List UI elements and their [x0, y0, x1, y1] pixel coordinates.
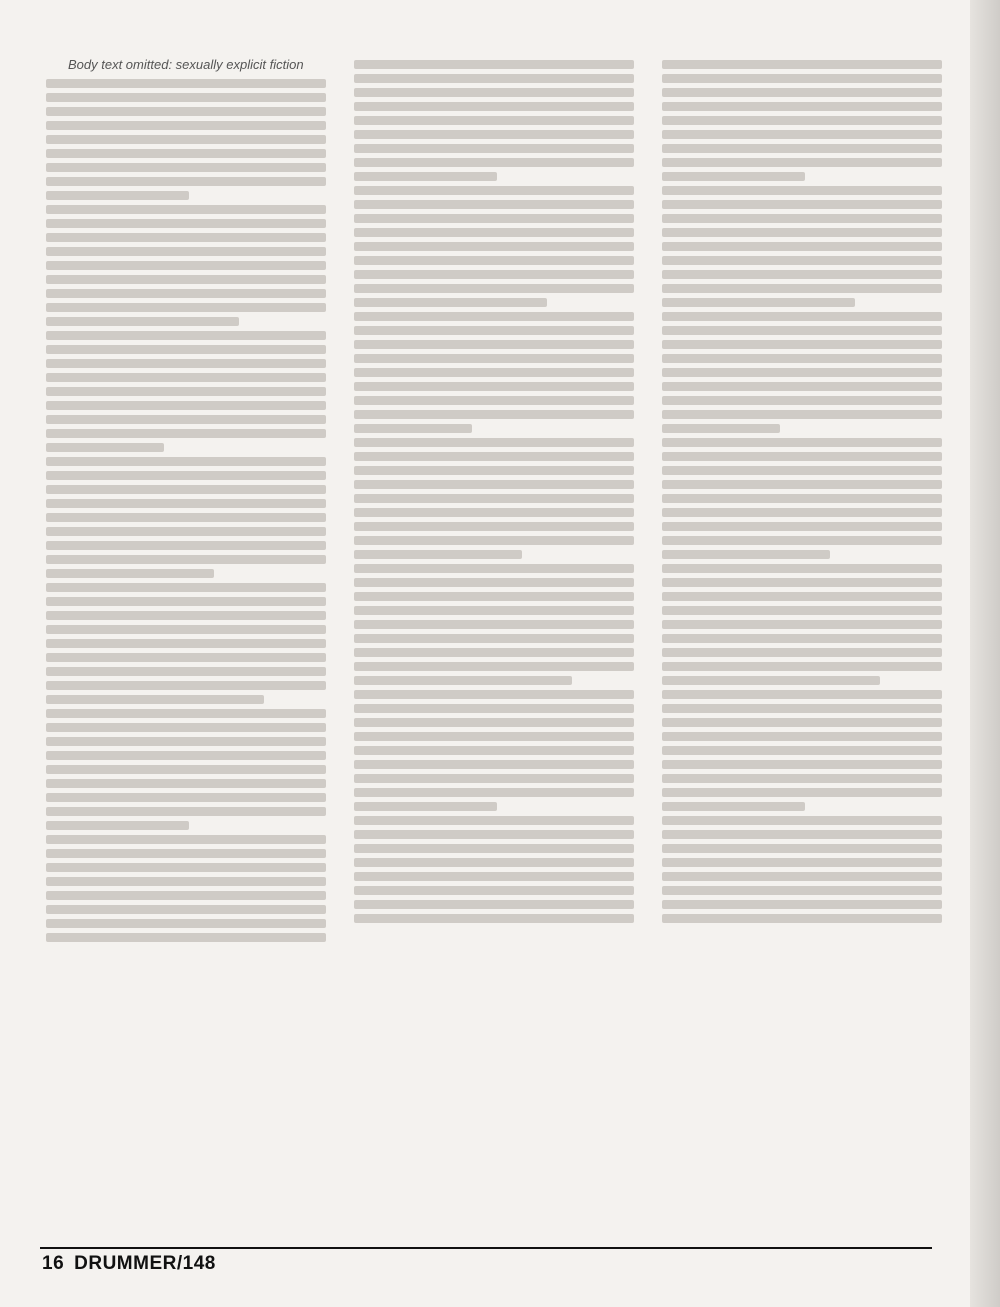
- text-placeholder: [354, 60, 634, 923]
- text-line-placeholder: [662, 634, 942, 643]
- text-column-2: [354, 55, 634, 1250]
- text-line-placeholder: [46, 149, 326, 158]
- text-line-placeholder: [662, 186, 942, 195]
- text-line-placeholder: [662, 74, 942, 83]
- text-line-placeholder: [46, 681, 326, 690]
- text-line-placeholder: [662, 578, 942, 587]
- text-line-placeholder: [46, 499, 326, 508]
- text-line-placeholder: [662, 452, 942, 461]
- text-line-placeholder: [354, 326, 634, 335]
- text-column-3: [662, 55, 942, 1250]
- text-line-placeholder: [354, 382, 634, 391]
- text-line-placeholder: [662, 830, 942, 839]
- text-line-placeholder: [46, 723, 326, 732]
- text-line-placeholder: [46, 401, 326, 410]
- text-line-placeholder: [46, 163, 326, 172]
- text-line-placeholder: [46, 373, 326, 382]
- text-line-placeholder: [354, 900, 634, 909]
- text-line-placeholder: [354, 410, 634, 419]
- text-line-placeholder: [662, 690, 942, 699]
- text-line-placeholder: [354, 536, 634, 545]
- text-line-placeholder: [662, 88, 942, 97]
- text-line-placeholder: [662, 214, 942, 223]
- text-line-placeholder: [354, 662, 634, 671]
- text-line-placeholder: [662, 886, 942, 895]
- text-line-placeholder: [46, 695, 264, 704]
- text-line-placeholder: [354, 242, 634, 251]
- text-line-placeholder: [662, 522, 942, 531]
- text-line-placeholder: [46, 919, 326, 928]
- text-line-placeholder: [354, 690, 634, 699]
- text-line-placeholder: [662, 592, 942, 601]
- text-line-placeholder: [354, 886, 634, 895]
- text-line-placeholder: [354, 130, 634, 139]
- text-line-placeholder: [662, 816, 942, 825]
- folio: [42, 1253, 226, 1275]
- text-line-placeholder: [662, 858, 942, 867]
- text-line-placeholder: [662, 704, 942, 713]
- text-line-placeholder: [354, 578, 634, 587]
- text-placeholder: [46, 79, 326, 942]
- text-line-placeholder: [354, 88, 634, 97]
- text-line-placeholder: [354, 844, 634, 853]
- article-body: [46, 55, 942, 1250]
- text-line-placeholder: [46, 933, 326, 942]
- text-line-placeholder: [354, 788, 634, 797]
- text-line-placeholder: [354, 830, 634, 839]
- text-line-placeholder: [46, 583, 326, 592]
- text-line-placeholder: [354, 480, 634, 489]
- text-line-placeholder: [46, 709, 326, 718]
- text-line-placeholder: [46, 751, 326, 760]
- text-line-placeholder: [354, 396, 634, 405]
- text-line-placeholder: [662, 480, 942, 489]
- text-line-placeholder: [46, 443, 164, 452]
- text-line-placeholder: [354, 214, 634, 223]
- text-line-placeholder: [354, 158, 634, 167]
- text-line-placeholder: [354, 228, 634, 237]
- text-line-placeholder: [46, 821, 189, 830]
- text-line-placeholder: [662, 536, 942, 545]
- text-line-placeholder: [46, 765, 326, 774]
- text-line-placeholder: [662, 312, 942, 321]
- text-column-1: [46, 55, 326, 1250]
- text-line-placeholder: [662, 200, 942, 209]
- text-line-placeholder: [662, 298, 855, 307]
- text-line-placeholder: [46, 863, 326, 872]
- text-line-placeholder: [354, 858, 634, 867]
- text-line-placeholder: [46, 331, 326, 340]
- text-line-placeholder: [662, 326, 942, 335]
- text-line-placeholder: [46, 779, 326, 788]
- text-line-placeholder: [354, 634, 634, 643]
- text-line-placeholder: [46, 835, 326, 844]
- text-line-placeholder: [46, 303, 326, 312]
- text-line-placeholder: [46, 275, 326, 284]
- text-line-placeholder: [662, 270, 942, 279]
- text-line-placeholder: [46, 317, 239, 326]
- text-line-placeholder: [46, 289, 326, 298]
- text-line-placeholder: [46, 247, 326, 256]
- text-line-placeholder: [354, 732, 634, 741]
- text-line-placeholder: [46, 527, 326, 536]
- text-line-placeholder: [662, 144, 942, 153]
- text-line-placeholder: [46, 415, 326, 424]
- page-number: 16: [42, 1253, 65, 1274]
- text-line-placeholder: [662, 410, 942, 419]
- text-line-placeholder: [662, 494, 942, 503]
- text-line-placeholder: [46, 457, 326, 466]
- text-line-placeholder: [46, 359, 326, 368]
- text-line-placeholder: [354, 200, 634, 209]
- text-line-placeholder: [662, 508, 942, 517]
- text-line-placeholder: [662, 158, 942, 167]
- text-line-placeholder: [354, 466, 634, 475]
- text-line-placeholder: [662, 648, 942, 657]
- text-line-placeholder: [46, 345, 326, 354]
- text-line-placeholder: [46, 905, 326, 914]
- text-line-placeholder: [46, 737, 326, 746]
- text-line-placeholder: [662, 354, 942, 363]
- text-line-placeholder: [46, 177, 326, 186]
- text-line-placeholder: [46, 233, 326, 242]
- text-line-placeholder: [662, 900, 942, 909]
- text-line-placeholder: [662, 242, 942, 251]
- content-notice: Body text omitted: sexually explicit fiction: [68, 57, 304, 72]
- text-line-placeholder: [46, 485, 326, 494]
- text-line-placeholder: [662, 466, 942, 475]
- text-line-placeholder: [354, 298, 547, 307]
- text-line-placeholder: [662, 676, 880, 685]
- text-line-placeholder: [354, 718, 634, 727]
- text-line-placeholder: [46, 429, 326, 438]
- text-line-placeholder: [354, 354, 634, 363]
- text-line-placeholder: [354, 312, 634, 321]
- text-line-placeholder: [46, 79, 326, 88]
- text-line-placeholder: [662, 396, 942, 405]
- text-line-placeholder: [354, 760, 634, 769]
- text-line-placeholder: [662, 116, 942, 125]
- text-line-placeholder: [662, 788, 942, 797]
- text-line-placeholder: [662, 60, 942, 69]
- text-line-placeholder: [46, 219, 326, 228]
- text-line-placeholder: [354, 102, 634, 111]
- text-line-placeholder: [46, 107, 326, 116]
- text-line-placeholder: [354, 368, 634, 377]
- text-line-placeholder: [354, 438, 634, 447]
- text-line-placeholder: [662, 844, 942, 853]
- text-line-placeholder: [662, 662, 942, 671]
- text-line-placeholder: [662, 438, 942, 447]
- text-line-placeholder: [662, 340, 942, 349]
- text-line-placeholder: [662, 130, 942, 139]
- text-line-placeholder: [46, 471, 326, 480]
- text-line-placeholder: [662, 718, 942, 727]
- text-line-placeholder: [662, 774, 942, 783]
- text-line-placeholder: [46, 653, 326, 662]
- text-line-placeholder: [46, 205, 326, 214]
- text-line-placeholder: [662, 760, 942, 769]
- text-line-placeholder: [354, 620, 634, 629]
- footer-rule: [40, 1247, 932, 1249]
- text-line-placeholder: [354, 284, 634, 293]
- text-line-placeholder: [662, 872, 942, 881]
- text-line-placeholder: [662, 802, 805, 811]
- text-line-placeholder: [46, 135, 326, 144]
- publication-name: DRUMMER/148: [74, 1253, 216, 1274]
- text-line-placeholder: [354, 704, 634, 713]
- text-line-placeholder: [662, 284, 942, 293]
- text-line-placeholder: [662, 564, 942, 573]
- text-line-placeholder: [662, 382, 942, 391]
- text-line-placeholder: [354, 494, 634, 503]
- text-line-placeholder: [354, 340, 634, 349]
- text-line-placeholder: [46, 793, 326, 802]
- text-line-placeholder: [354, 256, 634, 265]
- text-line-placeholder: [46, 849, 326, 858]
- text-line-placeholder: [662, 620, 942, 629]
- text-line-placeholder: [662, 256, 942, 265]
- text-line-placeholder: [46, 191, 189, 200]
- text-line-placeholder: [354, 116, 634, 125]
- text-line-placeholder: [354, 452, 634, 461]
- text-line-placeholder: [46, 555, 326, 564]
- text-line-placeholder: [46, 513, 326, 522]
- text-line-placeholder: [662, 228, 942, 237]
- text-line-placeholder: [662, 172, 805, 181]
- text-line-placeholder: [354, 424, 472, 433]
- text-line-placeholder: [662, 746, 942, 755]
- text-line-placeholder: [46, 541, 326, 550]
- text-line-placeholder: [662, 368, 942, 377]
- text-line-placeholder: [662, 102, 942, 111]
- text-line-placeholder: [46, 807, 326, 816]
- text-line-placeholder: [46, 121, 326, 130]
- text-line-placeholder: [354, 270, 634, 279]
- text-line-placeholder: [354, 816, 634, 825]
- text-line-placeholder: [46, 611, 326, 620]
- text-line-placeholder: [354, 60, 634, 69]
- text-line-placeholder: [354, 74, 634, 83]
- text-line-placeholder: [354, 914, 634, 923]
- text-line-placeholder: [354, 676, 572, 685]
- text-line-placeholder: [354, 144, 634, 153]
- text-line-placeholder: [354, 564, 634, 573]
- text-line-placeholder: [46, 93, 326, 102]
- text-line-placeholder: [46, 639, 326, 648]
- text-line-placeholder: [46, 261, 326, 270]
- text-line-placeholder: [46, 877, 326, 886]
- text-line-placeholder: [662, 550, 830, 559]
- text-line-placeholder: [354, 172, 497, 181]
- text-line-placeholder: [662, 424, 780, 433]
- text-line-placeholder: [46, 597, 326, 606]
- text-line-placeholder: [354, 186, 634, 195]
- text-line-placeholder: [46, 667, 326, 676]
- text-line-placeholder: [354, 592, 634, 601]
- text-line-placeholder: [354, 648, 634, 657]
- text-line-placeholder: [354, 606, 634, 615]
- text-line-placeholder: [354, 802, 497, 811]
- text-line-placeholder: [354, 774, 634, 783]
- text-line-placeholder: [46, 569, 214, 578]
- text-line-placeholder: [354, 550, 522, 559]
- text-line-placeholder: [354, 508, 634, 517]
- text-line-placeholder: [46, 891, 326, 900]
- text-line-placeholder: [46, 625, 326, 634]
- page-edge-shadow: [970, 0, 1000, 1307]
- text-line-placeholder: [662, 914, 942, 923]
- text-line-placeholder: [662, 606, 942, 615]
- text-placeholder: [662, 60, 942, 923]
- text-line-placeholder: [46, 387, 326, 396]
- text-line-placeholder: [662, 732, 942, 741]
- text-line-placeholder: [354, 522, 634, 531]
- text-line-placeholder: [354, 872, 634, 881]
- text-line-placeholder: [354, 746, 634, 755]
